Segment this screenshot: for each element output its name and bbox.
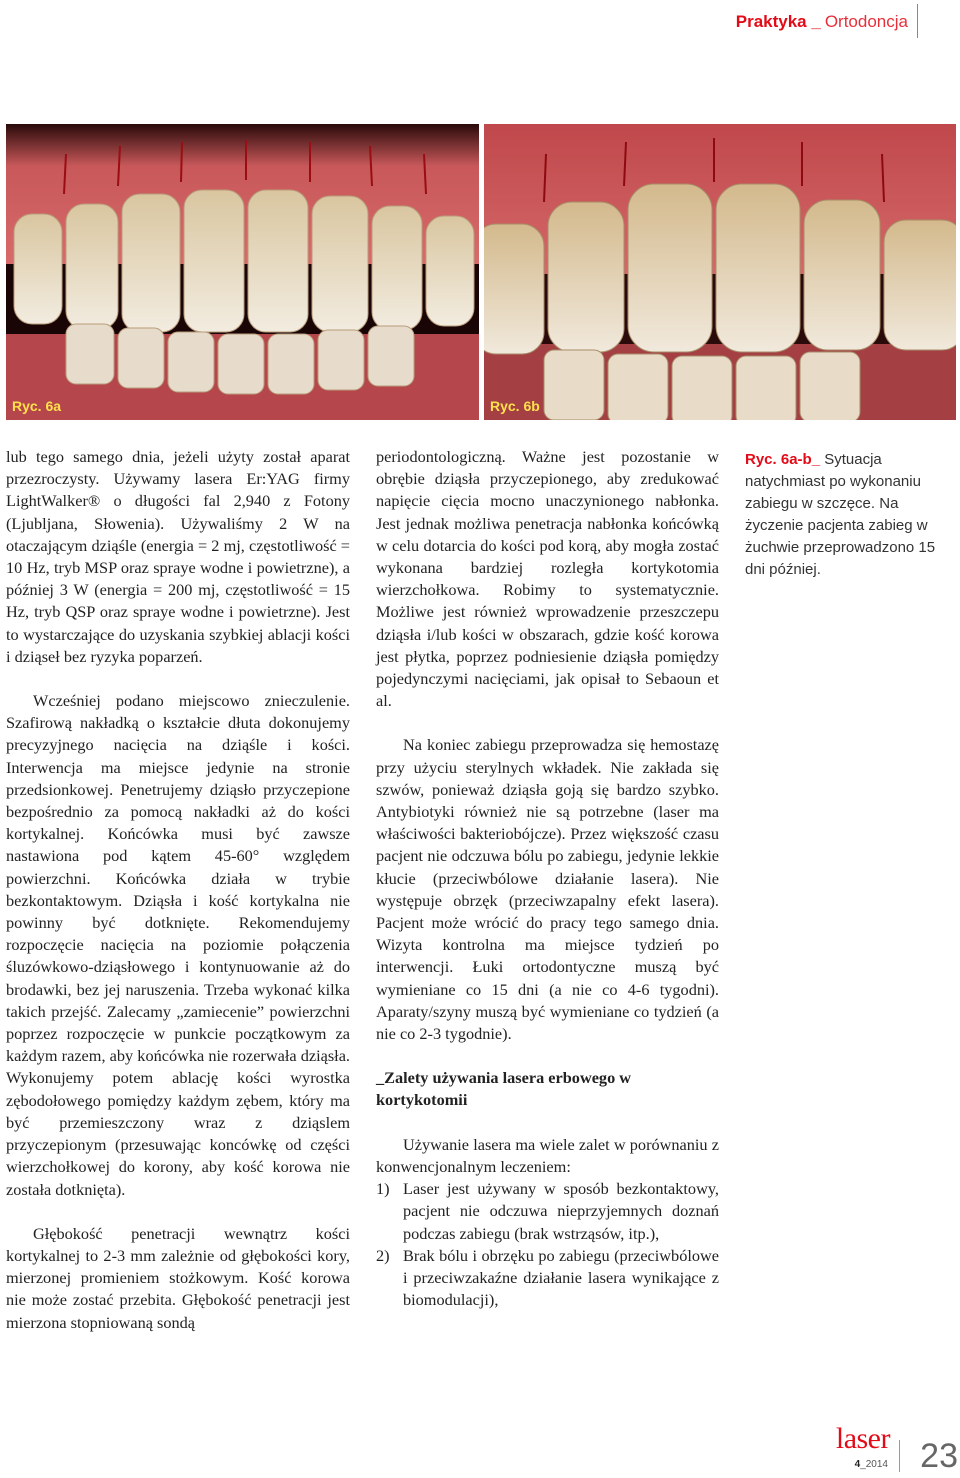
section-heading: _Zalety używania lasera erbowego w kortykotomii — [376, 1068, 632, 1110]
list-item — [376, 1245, 719, 1312]
figure-6a-tag: Ryc. 6a — [12, 398, 62, 414]
advantages-list — [376, 1178, 719, 1311]
list-item-number: 2) — [376, 1245, 390, 1265]
header-section: Praktyka _ — [735, 12, 821, 31]
figure-caption-text: Sytuacja natychmiast po wykonaniu zabiegu w szczęce. Na życzenie pacjenta zabieg w żuchwie przeprowadzono 15 dni później. — [745, 451, 936, 578]
paragraph: periodontologiczną. Ważne jest pozostanie w obrębie dziąsła przyczepionego, aby zredukować napięcie cięcia mocno unaczynionego nabłonka. Jest jednak możliwa penetracja nabłonka końcówką w celu dotarcia do kości pod korą, aby mogła zostać wykonana bardziej rozległa kortykotomia wierzchołkowa. Robimy to systematycznie. Możliwe jest również wprowadzenie przeszczepu dziąsła i/lub kości w obszarach, gdzie kość korowa jest płytka, poprzez podniesienie dziąsła pomiędzy pojedynczymi nacięciami, jak opisał to Sebaoun et al. — [376, 447, 719, 711]
list-item-text: Laser jest używany w sposób bezkontaktowy, pacjent nie odczuwa nieprzyjemnych doznań podczas zabiegu (brak wstrząsów, itp.), — [403, 1179, 719, 1243]
paragraph: Głębokość penetracji wewnątrz kości kortykalnej to 2-3 mm zależnie od głębokości kory, mierzonej promieniem stożkowym. Kość korowa nie może zostać przebita. Głębokość penetracji jest mierzona stopniowaną sondą — [6, 1223, 350, 1332]
article-column-1 — [6, 446, 350, 1334]
issue-label — [855, 1459, 888, 1470]
figure-caption-label: Ryc. 6a-b_ — [745, 451, 821, 468]
figure-caption — [745, 449, 945, 581]
page-footer — [760, 1388, 960, 1478]
header-rule — [917, 4, 918, 38]
magazine-logo: laser — [835, 1422, 890, 1455]
paragraph: Używanie lasera ma wiele zalet w porównaniu z konwencjonalnym leczeniem: — [376, 1134, 719, 1176]
list-item-text: Brak bólu i obrzęku po zabiegu (przeciwbólowe i przeciwzakaźne działanie lasera wynikające z biomodulacji), — [403, 1245, 719, 1310]
teeth-photo-image — [6, 124, 479, 420]
running-header — [736, 8, 908, 36]
article-column-2 — [376, 446, 719, 1311]
paragraph: lub tego samego dnia, jeżeli użyty został aparat przezroczysty. Używamy lasera Er:YAG firmy LightWalker® o długości fal 2,940 z Fotony (Ljubljana, Słowenia). Używaliśmy 2 W na otaczającym dziąśle (energia = 2 mj, częstotliwość = 10 Hz, tryb MSP oraz spraye wodne i powietrzne), a później 3 W (energia = 200 mj, częstotliwość = 15 Hz, tryb QSP oraz spraye wodne i powietrzne). Jest to wystarczające do uzyskania szybkiej ablacji kości i dziąseł bez ryzyka poparzeń. — [6, 447, 350, 666]
paragraph: Wcześniej podano miejscowo znieczulenie. Szafirową nakładką o kształcie dłuta dokonujemy precyzyjnego nacięcia na dziąśle i kości. Interwencja ma miejsce jedynie na stronie przedsionkowej. Penetrujemy dziąsło przyczepione bezpośrednio za pomocą nakładki aż do kości kortykalnej. Końcówka musi być zawsze nastawiona pod kątem 45-60° względem powierzchni. Końcówka działa w trybie bezkontaktowym. Dziąsła i kość kortykalna nie powinny być dotknięte. Rekomendujemy rozpoczęcie nacięcia na poziomie połączenia śluzówkowo-dziąsłowego i kontynuowanie aż do brodawki, bez jej naruszenia. Trzeba wykonać kilka takich przejść. Zalecamy „zamiecenie” powierzchni poprzez rozpoczęcie w punkcie początkowym za każdym razem, aby końcówka nie rozerwała dziąsła. Wykonujemy potem ablację kości wyrostka zębodołowego pomiędzy każdym zębem, który ma być przemieszczony wraz z dziąslem przyczepionym (przesuwając koncówkę od części wierzchołkowej do korony, aby kość korowa nie została dotknięta). — [6, 691, 350, 1199]
teeth-photo-image — [484, 124, 956, 420]
figure-6b-tag: Ryc. 6b — [490, 398, 540, 414]
footer-rule — [899, 1440, 900, 1472]
page-number: 23 — [920, 1437, 958, 1475]
figure-6b-photo — [484, 124, 956, 420]
header-subsection: Ortodoncja — [824, 12, 908, 31]
list-item-number: 1) — [376, 1179, 390, 1199]
paragraph: Na koniec zabiegu przeprowadza się hemostazę przy użyciu sterylnych wkładek. Nie zakłada się szwów, ponieważ dziąsła goją się bardzo szybko. Antybiotyki również nie są potrzebne (laser ma właściwości bakteriobójcze). Przez większość czasu pacjent nie odczuwa bólu po zabiegu, jedynie lekkie kłucie (przeciwbólowe działanie lasera). Nie występuje obrzęk (przeciwzapalny efekt lasera). Pacjent może wrócić do pracy tego samego dnia. Wizyta kontrolna ma miejsce tydzień po interwencji. Łuki ortodontyczne muszą być wymieniane co 15 dni (a nie co 4-6 tygodni). Aparaty/szyny muszą być wymieniane co tydzień (a nie co 2-3 tygodnie). — [376, 735, 719, 1044]
issue-number: 4 — [854, 1459, 861, 1470]
figure-6a-photo — [6, 124, 479, 420]
list-item — [376, 1178, 719, 1245]
issue-year: _2014 — [860, 1459, 888, 1470]
